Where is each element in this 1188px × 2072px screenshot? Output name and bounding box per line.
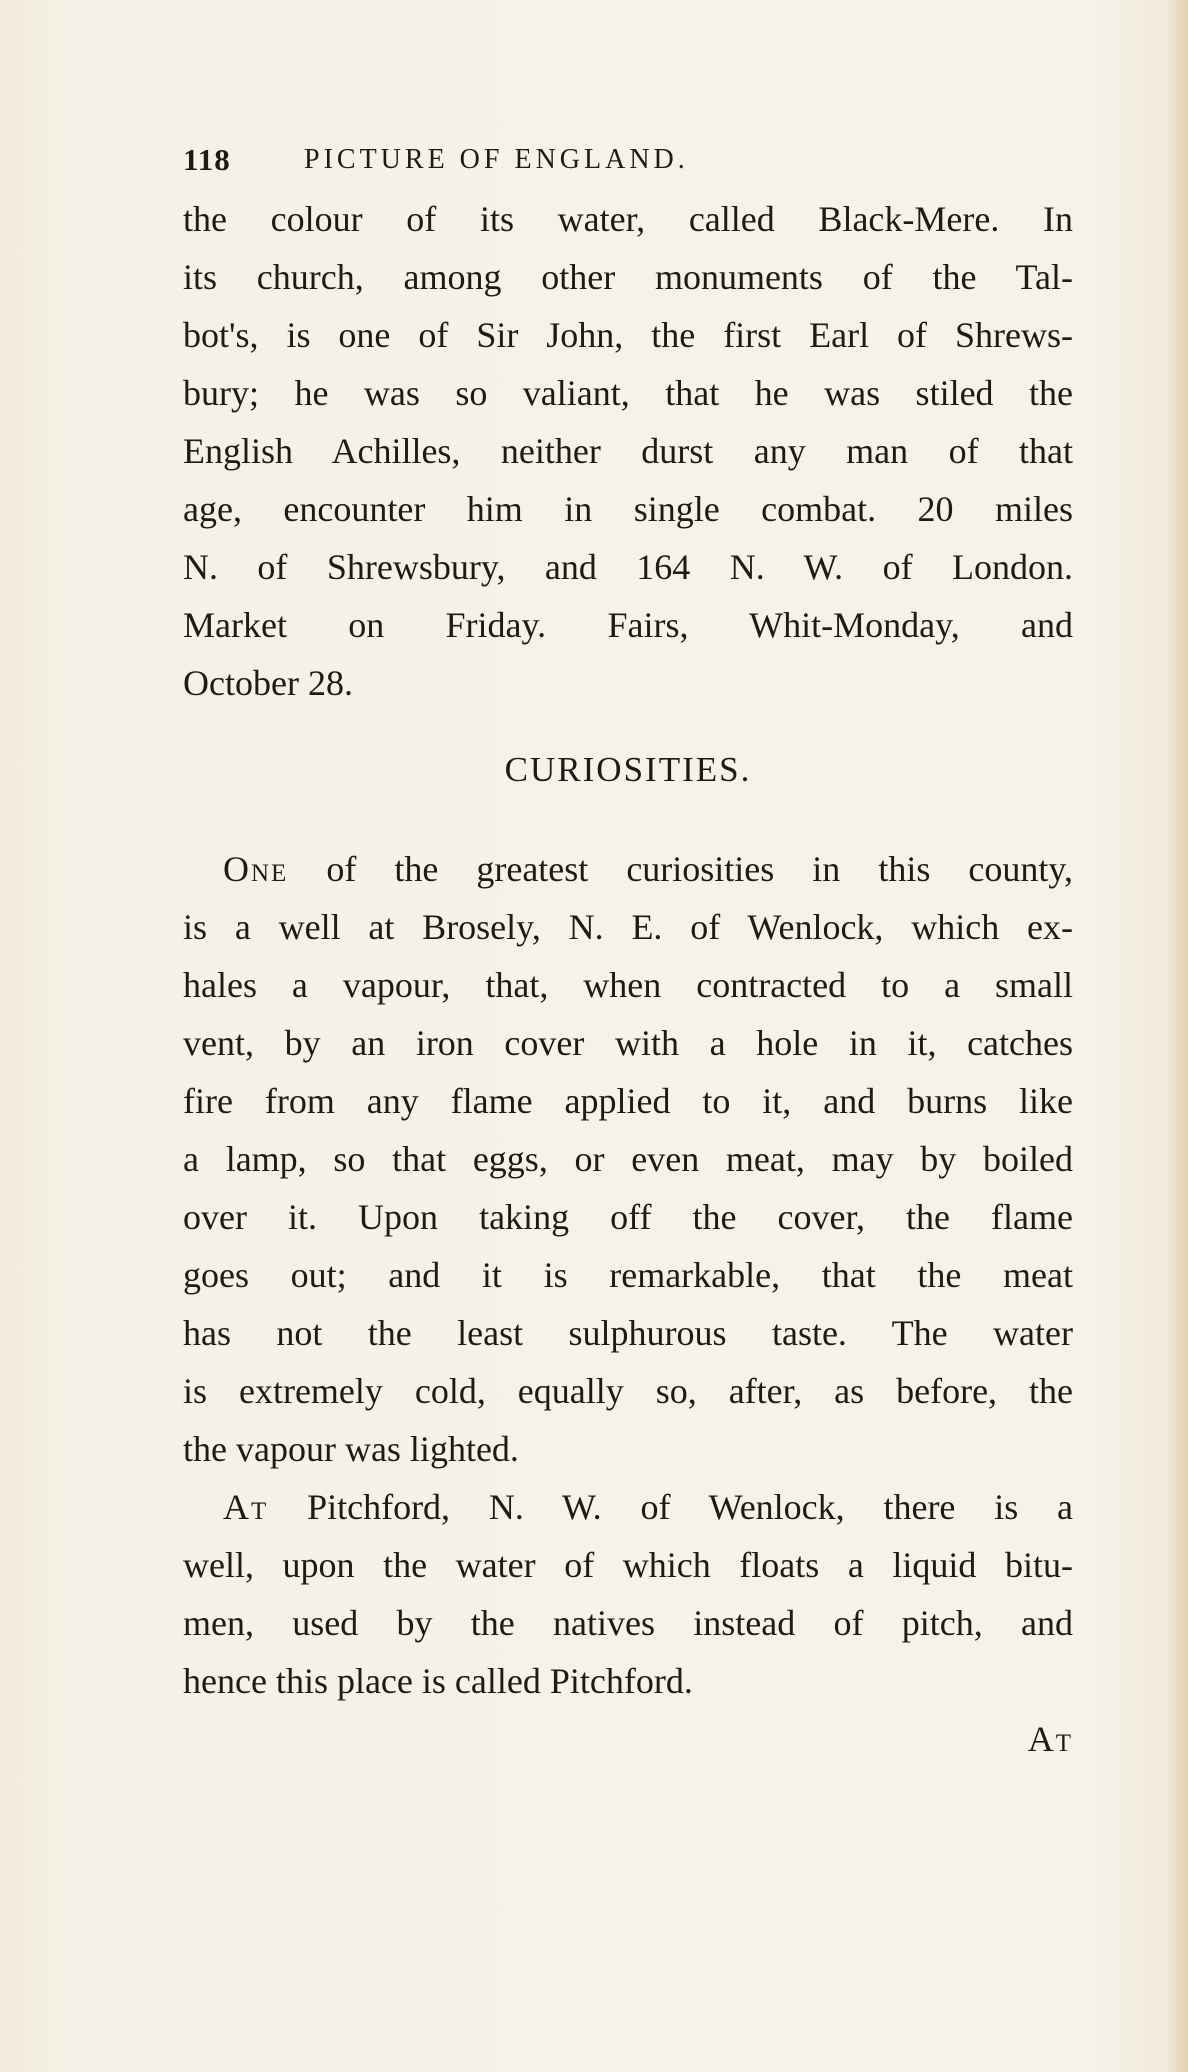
page-number: 118 bbox=[183, 142, 231, 177]
paragraph3-lead-word: At bbox=[223, 1487, 269, 1527]
paragraph3-line: hence this place is called Pitchford. bbox=[183, 1661, 693, 1701]
paragraph2-line: is extremely cold, equally so, after, as before, the bbox=[183, 1371, 1073, 1411]
paragraph1-line: October 28. bbox=[183, 663, 353, 703]
paragraph3-line: well, upon the water of which floats a liquid bitu- bbox=[183, 1545, 1073, 1585]
paragraph1-line: Market on Friday. Fairs, Whit-Monday, and bbox=[183, 605, 1073, 645]
paragraph3-first-line bbox=[183, 1478, 1073, 1536]
paragraph1-line: N. of Shrewsbury, and 164 N. W. of London. bbox=[183, 547, 1073, 587]
paragraph1-line: bot's, is one of Sir John, the first Earl of Shrews- bbox=[183, 315, 1073, 355]
paragraph2-line: of the greatest curiosities in this county, bbox=[326, 849, 1074, 889]
paragraph2-line: hales a vapour, that, when contracted to a small bbox=[183, 965, 1073, 1005]
paragraph2-line: a lamp, so that eggs, or even meat, may by boiled bbox=[183, 1139, 1073, 1179]
paragraph2-line: the vapour was lighted. bbox=[183, 1429, 519, 1469]
running-head bbox=[183, 142, 1083, 190]
paragraph2-line: over it. Upon taking off the cover, the flame bbox=[183, 1197, 1073, 1237]
paragraph1-line: age, encounter him in single combat. 20 miles bbox=[183, 489, 1073, 529]
paragraph2-lead-word: One bbox=[223, 849, 289, 889]
section-heading: CURIOSITIES. bbox=[504, 750, 752, 789]
paragraph2-line: vent, by an iron cover with a hole in it, catches bbox=[183, 1023, 1073, 1063]
paragraph1-line: the colour of its water, called Black-Mere. In bbox=[183, 199, 1073, 239]
paragraph2-line: fire from any flame applied to it, and burns like bbox=[183, 1081, 1073, 1121]
paragraph3-line: men, used by the natives instead of pitch, and bbox=[183, 1603, 1073, 1643]
paragraph2-first-line bbox=[183, 840, 1073, 898]
catchword: At bbox=[1027, 1719, 1073, 1759]
running-title: PICTURE OF ENGLAND. bbox=[304, 144, 689, 175]
paragraph3-line: Pitchford, N. W. of Wenlock, there is a bbox=[307, 1487, 1073, 1527]
paragraph1-line: its church, among other monuments of the Tal- bbox=[183, 257, 1073, 297]
paragraph2-line: has not the least sulphurous taste. The water bbox=[183, 1313, 1073, 1353]
paragraph2-line: goes out; and it is remarkable, that the meat bbox=[183, 1255, 1073, 1295]
paragraph1-line: bury; he was so valiant, that he was stiled the bbox=[183, 373, 1073, 413]
paragraph2-line: is a well at Brosely, N. E. of Wenlock, which ex- bbox=[183, 907, 1073, 947]
page-edge-shading bbox=[1166, 0, 1188, 2072]
paragraph1-line: English Achilles, neither durst any man of that bbox=[183, 431, 1073, 471]
